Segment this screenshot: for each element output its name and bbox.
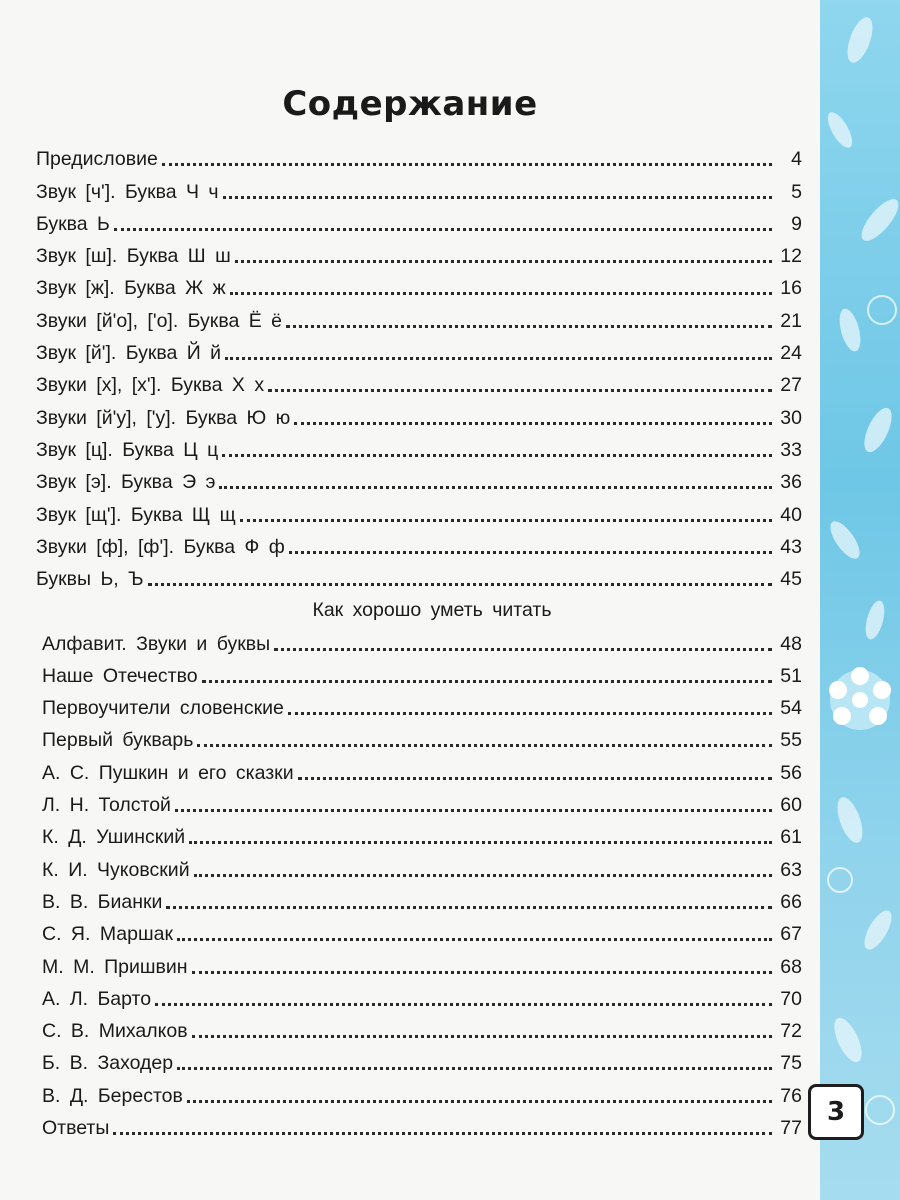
toc-list-part2 (42, 590, 802, 1139)
toc-leader-dots (192, 1035, 772, 1038)
toc-entry (42, 622, 802, 654)
toc-entry-label: Звук [э]. Буква Э э (36, 471, 216, 494)
toc-leader-dots (192, 971, 772, 974)
page-number-badge: 3 (808, 1084, 864, 1140)
toc-entry-label: Б. В. Заходер (42, 1052, 174, 1075)
toc-entry-label: Звуки [й'о], ['о]. Буква Ё ё (36, 309, 283, 332)
toc-entry (42, 848, 802, 880)
toc-entry (42, 784, 802, 816)
toc-entry-label: Л. Н. Толстой (42, 794, 171, 817)
toc-entry (36, 493, 802, 525)
toc-entry-label: В. Д. Берестов (42, 1084, 183, 1107)
toc-entry-label: Звуки [й'у], ['у]. Буква Ю ю (36, 406, 291, 429)
toc-entry-page: 60 (780, 794, 802, 817)
toc-entry-page: 27 (780, 374, 802, 397)
toc-entry-label: Наше Отечество (42, 664, 198, 687)
toc-entry-page: 36 (780, 471, 802, 494)
toc-leader-dots (222, 454, 772, 457)
toc-entry-label: Первоучители словенские (42, 697, 284, 720)
toc-leader-dots (175, 809, 772, 812)
toc-entry-label: М. М. Пришвин (42, 955, 188, 978)
toc-entry-label: К. И. Чуковский (42, 858, 190, 881)
toc-entry-page: 12 (780, 245, 802, 268)
toc-entry (42, 945, 802, 977)
toc-entry (42, 687, 802, 719)
toc-entry-label: Первый букварь (42, 729, 194, 752)
toc-entry (36, 461, 802, 493)
toc-entry-label: С. Я. Маршак (42, 923, 174, 946)
toc-leader-dots (298, 777, 772, 780)
toc-entry-label: Предисловие (36, 148, 158, 171)
toc-leader-dots (288, 712, 772, 715)
toc-entry (36, 138, 802, 170)
toc-leader-dots (197, 744, 772, 747)
toc-entry-label: Звук [ж]. Буква Ж ж (36, 277, 226, 300)
toc-leader-dots (219, 486, 772, 489)
toc-entry (36, 526, 802, 558)
toc-entry-page: 48 (780, 632, 802, 655)
toc-entry (42, 1074, 802, 1106)
toc-leader-dots (223, 196, 772, 199)
toc-leader-dots (148, 583, 772, 586)
toc-entry-label: Буквы Ь, Ъ (36, 568, 144, 591)
toc-leader-dots (230, 292, 772, 295)
toc-entry-label: Звук [ц]. Буква Ц ц (36, 438, 219, 461)
decorative-side-strip (820, 0, 900, 1200)
toc-entry-page: 61 (780, 826, 802, 849)
toc-leader-dots (240, 519, 772, 522)
toc-entry-page: 16 (780, 277, 802, 300)
toc-entry-page: 66 (780, 890, 802, 913)
toc-entry (42, 978, 802, 1010)
toc-entry-page: 40 (780, 503, 802, 526)
toc-entry (36, 364, 802, 396)
toc-entry (36, 332, 802, 364)
toc-leader-dots (162, 163, 772, 166)
toc-entry (42, 1107, 802, 1139)
toc-entry-page: 33 (780, 438, 802, 461)
toc-entry (42, 913, 802, 945)
toc-entry-label: Звук [ч']. Буква Ч ч (36, 180, 219, 203)
toc-entry-page: 45 (780, 568, 802, 591)
toc-leader-dots (286, 325, 772, 328)
toc-entry-label: Звук [й']. Буква Й й (36, 342, 222, 365)
toc-entry (36, 299, 802, 331)
toc-entry (36, 235, 802, 267)
toc-entry-page: 9 (791, 212, 802, 235)
toc-leader-dots (294, 422, 772, 425)
toc-entry-page: 77 (780, 1117, 802, 1140)
toc-leader-dots (202, 680, 772, 683)
toc-entry-page: 54 (780, 697, 802, 720)
page-title: Содержание (282, 84, 538, 124)
toc-entry-page: 55 (780, 729, 802, 752)
toc-entry (42, 655, 802, 687)
toc-entry-page: 63 (780, 858, 802, 881)
toc-entry-page: 68 (780, 955, 802, 978)
toc-entry (36, 396, 802, 428)
toc-entry (42, 751, 802, 783)
toc-entry-page: 72 (780, 1020, 802, 1043)
toc-entry (36, 558, 802, 590)
flower-pattern-icon (820, 0, 900, 1200)
toc-entry-page: 76 (780, 1084, 802, 1107)
toc-leader-dots (189, 841, 772, 844)
toc-entry-page: 51 (780, 664, 802, 687)
toc-entry-page: 5 (791, 180, 802, 203)
toc-entry (42, 816, 802, 848)
toc-entry-page: 24 (780, 342, 802, 365)
toc-entry-page: 67 (780, 923, 802, 946)
toc-leader-dots (187, 1100, 772, 1103)
toc-entry-label: А. Л. Барто (42, 987, 152, 1010)
toc-leader-dots (177, 1067, 772, 1070)
toc-entry (36, 203, 802, 235)
toc-leader-dots (289, 551, 772, 554)
toc-entry-label: К. Д. Ушинский (42, 826, 186, 849)
toc-entry-label: Звук [ш]. Буква Ш ш (36, 245, 231, 268)
toc-entry-page: 4 (791, 148, 802, 171)
toc-entry-page: 70 (780, 987, 802, 1010)
toc-entry-label: Ответы (42, 1117, 110, 1140)
toc-entry (36, 429, 802, 461)
toc-entry (42, 881, 802, 913)
toc-entry-label: С. В. Михалков (42, 1020, 188, 1043)
toc-entry (36, 170, 802, 202)
toc-entry-label: Звук [щ']. Буква Щ щ (36, 503, 236, 526)
toc-entry-label: Звуки [х], [х']. Буква Х х (36, 374, 265, 397)
section-heading: Как хорошо уметь читать (312, 599, 552, 622)
toc-leader-dots (114, 228, 772, 231)
toc-entry (42, 719, 802, 751)
toc-entry-label: В. В. Бианки (42, 890, 163, 913)
toc-entry-page: 43 (780, 535, 802, 558)
toc-entry-page: 75 (780, 1052, 802, 1075)
toc-entry-label: Звуки [ф], [ф']. Буква Ф ф (36, 535, 285, 558)
toc-leader-dots (274, 648, 772, 651)
toc-entry-label: А. С. Пушкин и его сказки (42, 761, 294, 784)
toc-leader-dots (155, 1003, 772, 1006)
toc-leader-dots (113, 1132, 772, 1135)
toc-entry-label: Буква Ь (36, 212, 110, 235)
toc-entry-page: 30 (780, 406, 802, 429)
toc-entry-page: 56 (780, 761, 802, 784)
toc-entry (42, 1042, 802, 1074)
toc-entry-label: Алфавит. Звуки и буквы (42, 632, 271, 655)
toc-leader-dots (177, 938, 772, 941)
toc-leader-dots (225, 357, 772, 360)
toc-entry (42, 1010, 802, 1042)
toc-leader-dots (194, 874, 772, 877)
toc-leader-dots (166, 906, 772, 909)
toc-entry (36, 267, 802, 299)
toc-leader-dots (235, 260, 772, 263)
toc-list-part1 (36, 138, 802, 590)
toc-entry-page: 21 (780, 309, 802, 332)
toc-leader-dots (268, 389, 772, 392)
